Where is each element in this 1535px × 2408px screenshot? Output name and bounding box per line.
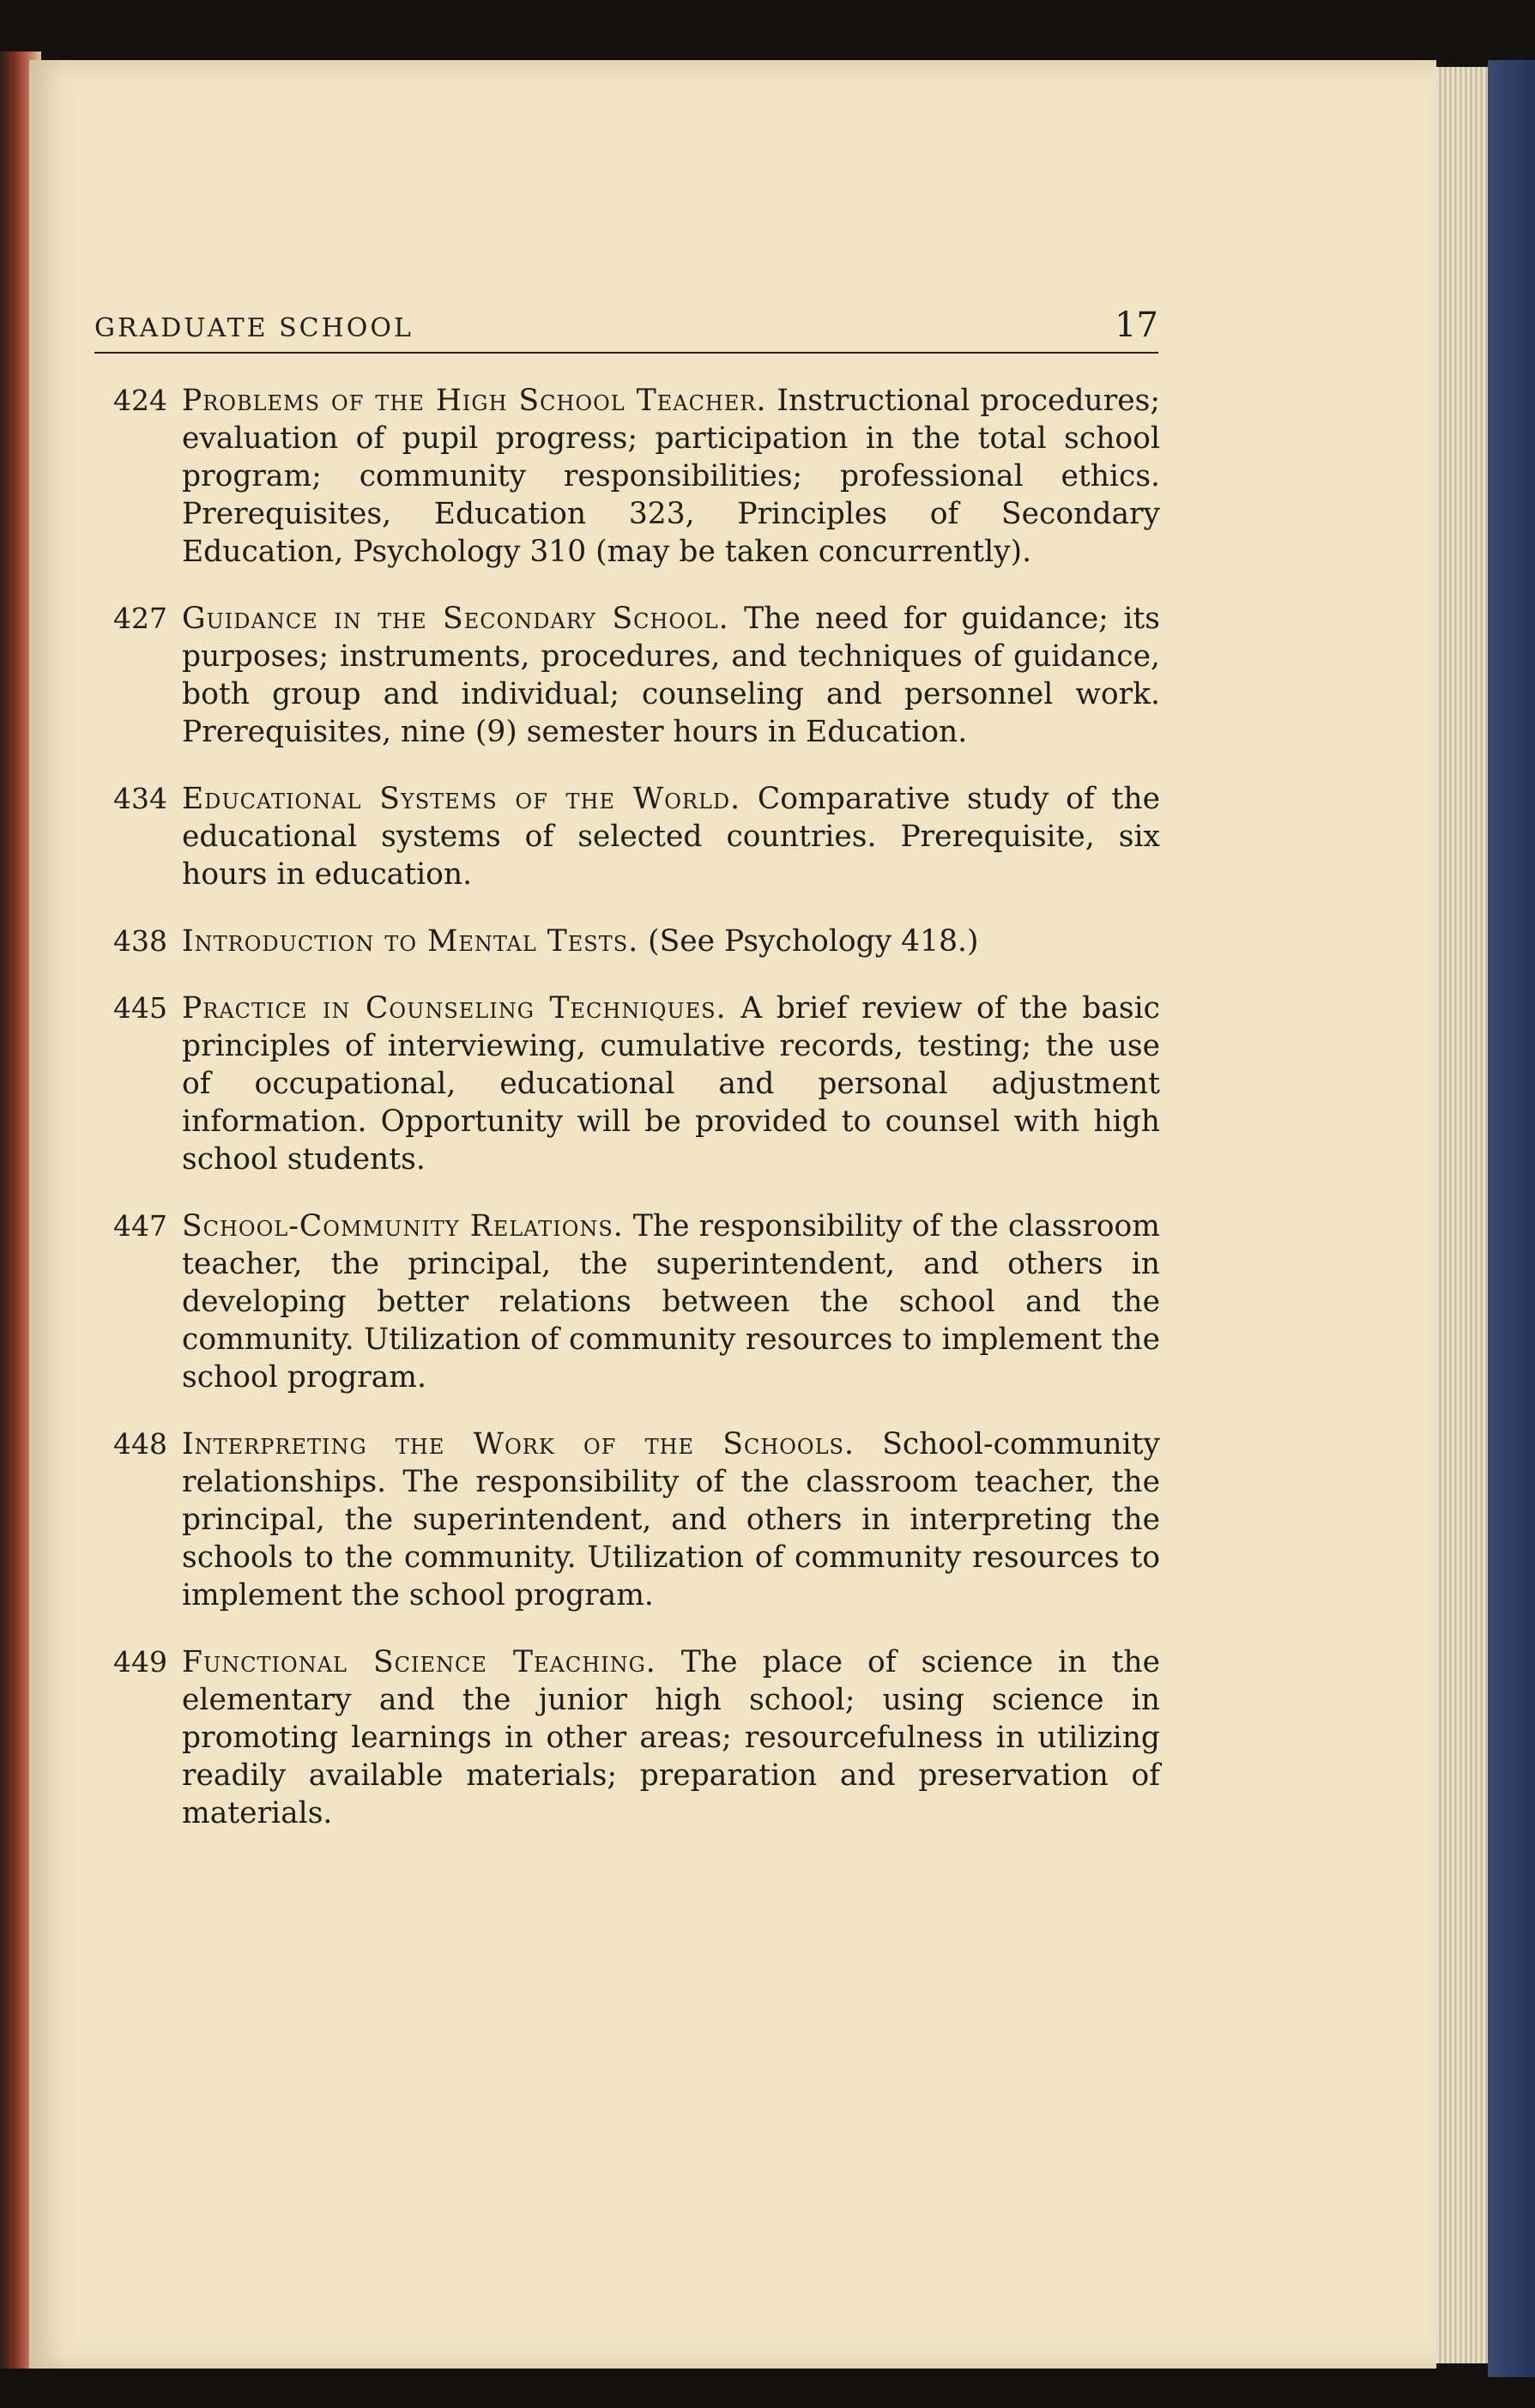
right-cover	[1488, 60, 1535, 2377]
course-entry	[113, 1643, 1160, 1832]
course-title: Guidance in the Secondary School.	[182, 602, 729, 636]
course-number: 438	[113, 924, 167, 958]
course-entry	[113, 1425, 1161, 1614]
course-title: Practice in Counseling Techniques.	[182, 991, 727, 1026]
course-description: Comparative study of the educational systems of selected countries. Prerequisite, six hours in education.	[182, 782, 1160, 892]
course-title: Interpreting the Work of the Schools.	[182, 1427, 855, 1461]
course-title: Introduction to Mental Tests.	[182, 924, 639, 959]
section-name: GRADUATE SCHOOL	[94, 313, 414, 343]
course-entry	[113, 780, 1160, 893]
page-number: 17	[1115, 306, 1158, 345]
course-number: 449	[113, 1645, 167, 1679]
course-entry	[113, 1207, 1161, 1396]
running-head	[94, 283, 1158, 354]
course-entry	[113, 600, 1160, 751]
course-number: 434	[113, 782, 167, 815]
course-description: The place of science in the elementary and the junior high school; using science in promoting learnings in other areas; resourcefulness in utilizing readily available materials; preparation and preservation of materials.	[182, 1645, 1160, 1830]
course-description: Instructional procedures; evaluation of pupil progress; participation in the total school program; community responsibilities; professional ethics. Prerequisites, Education 323, Principles of Secondary Education, Psychology 310 (may be taken concurrently).	[182, 384, 1160, 569]
course-entry	[113, 989, 1160, 1178]
page-edges	[1436, 67, 1488, 2363]
course-title: Problems of the High School Teacher.	[182, 384, 767, 418]
course-description: The responsibility of the classroom teacher, the principal, the superintendent, and others in developing better relations between the school and the community. Utilization of community resources to implement the school program.	[182, 1209, 1161, 1395]
course-number: 448	[113, 1427, 167, 1461]
course-description: (See Psychology 418.)	[648, 924, 979, 959]
course-description: The need for guidance; its purposes; instruments, procedures, and techniques of guidance, both group and individual; counseling and personnel work. Prerequisites, nine (9) semester hours in Education.	[182, 602, 1160, 749]
course-entry	[113, 382, 1160, 571]
course-number: 424	[113, 384, 167, 417]
course-title: School-Community Relations.	[182, 1209, 624, 1243]
course-number: 427	[113, 602, 167, 635]
course-title: Functional Science Teaching.	[182, 1645, 656, 1679]
course-description: School-community relationships. The responsibility of the classroom teacher, the principal, the superintendent, and others in interpreting the schools to the community. Utilization of community resources to implement the school program.	[182, 1427, 1161, 1612]
course-entry	[113, 923, 1160, 960]
course-list	[113, 382, 1161, 1861]
course-description: A brief review of the basic principles of interviewing, cumulative records, testing; the use of occupational, educational and personal adjustment information. Opportunity will be provided to counsel with high school students.	[182, 991, 1160, 1177]
course-title: Educational Systems of the World.	[182, 782, 741, 816]
course-number: 445	[113, 991, 167, 1025]
course-number: 447	[113, 1209, 167, 1243]
